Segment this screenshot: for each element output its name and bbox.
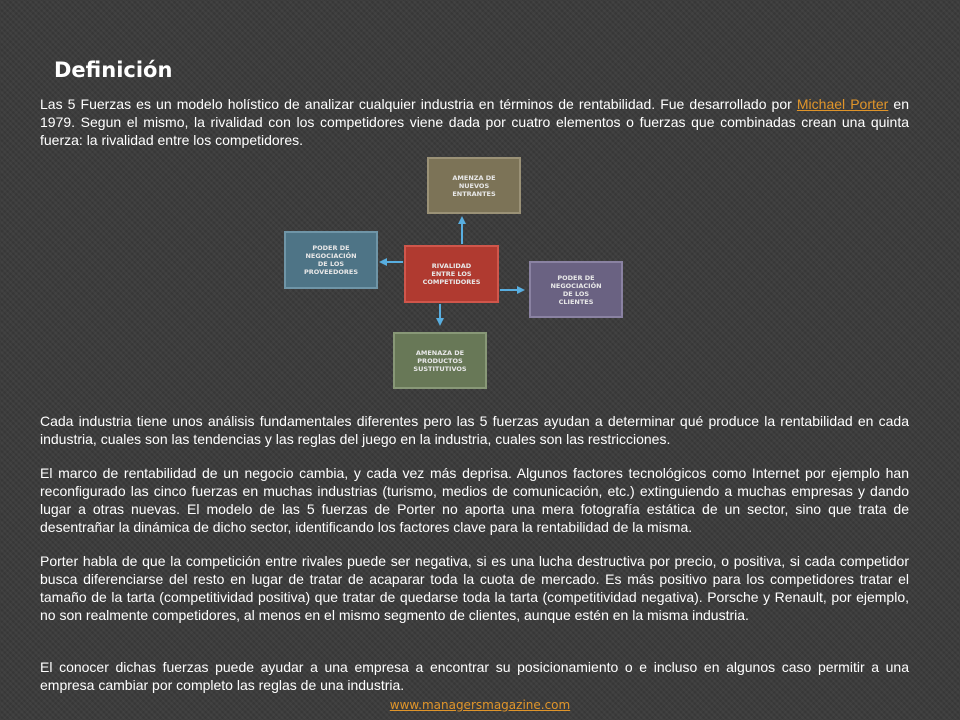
box-line: AMENZA DE (452, 173, 496, 182)
slide-title: Definición (54, 58, 173, 82)
body-paragraph: El marco de rentabilidad de un negocio cambia, y cada vez más deprisa. Algunos factores tecnológicos como Internet por ejemplo han reconfigurado las cinco fuerzas en muchas industrias (turismo, medios de comunicación, etc.) extinguiendo a muchas empresas y dando lugar a otras nuevas. El modelo de las 5 fuerzas de Porter no aporta una mera fotografía estática de un sector, sino que trata de desentrañar la dinámica de dicho sector, identificando los factores clave para la rentabilidad de la misma. (40, 465, 909, 535)
box-line: DE LOS (317, 260, 345, 268)
box-line: NEGOCIACIÓN (305, 252, 357, 260)
box-line: PODER DE (557, 273, 595, 282)
michael-porter-link[interactable]: Michael Porter (796, 96, 889, 112)
box-line: AMENAZA DE (415, 348, 465, 357)
box-substitutes-threat (393, 332, 487, 389)
box-line: NEGOCIACIÓN (550, 281, 602, 290)
box-competitive-rivalry (404, 245, 499, 303)
box-line: CLIENTES (558, 297, 594, 306)
intro-text-after-link: en 1979. Segun el mismo, la rivalidad con los competidores viene dada por cuatro elementos o fuerzas que combinadas crean una quinta fuerza: la rivalidad entre los competidores. (40, 96, 909, 148)
body-paragraph: Porter habla de que la competición entre rivales puede ser negativa, si es una lucha destructiva por precio, o positiva, si cada competidor busca diferenciarse del resto en lugar de tratar de acaparar toda la cuota de mercado. Es más positivo para los competidores tratar el tamaño de la tarta (competitividad positiva) que tratar de quedarse toda la tarta (competitividad negativa). Porsche y Renault, por ejemplo, no son realmente competidores, al menos en el mismo segmento de clientes, aunque estén en la misma industria. (40, 553, 909, 623)
box-line: PRODUCTOS (417, 356, 463, 365)
box-new-entrants-threat (427, 157, 521, 214)
box-line: DE LOS (562, 289, 590, 298)
box-line: PODER DE (312, 244, 350, 252)
box-line: PROVEEDORES (303, 268, 359, 276)
intro-paragraph (40, 95, 909, 149)
box-line: ENTRE LOS (431, 270, 472, 278)
footer-website-link[interactable]: www.managersmagazine.com (389, 698, 571, 712)
box-line: SUSTITUTIVOS (413, 364, 467, 373)
box-line: RIVALIDAD (431, 262, 472, 270)
body-paragraph: El conocer dichas fuerzas puede ayudar a una empresa a encontrar su posicionamiento o e incluso en algunos caso permitir a una empresa cambiar por completo las reglas de una industria. (40, 659, 909, 693)
box-customer-power (529, 261, 623, 318)
box-supplier-power (284, 231, 378, 289)
box-line: ENTRANTES (452, 189, 496, 198)
body-paragraph: Cada industria tiene unos análisis fundamentales diferentes pero las 5 fuerzas ayudan a determinar qué produce la rentabilidad en cada industria, cuales son las tendencias y las reglas del juego en la industria, cuales son las restricciones. (40, 413, 909, 447)
box-line: NUEVOS (458, 181, 490, 190)
box-line: COMPETIDORES (422, 278, 481, 286)
intro-text-before-link: Las 5 Fuerzas es un modelo holístico de analizar cualquier industria en términos de rentabilidad. Fue desarrollado por (40, 96, 797, 112)
